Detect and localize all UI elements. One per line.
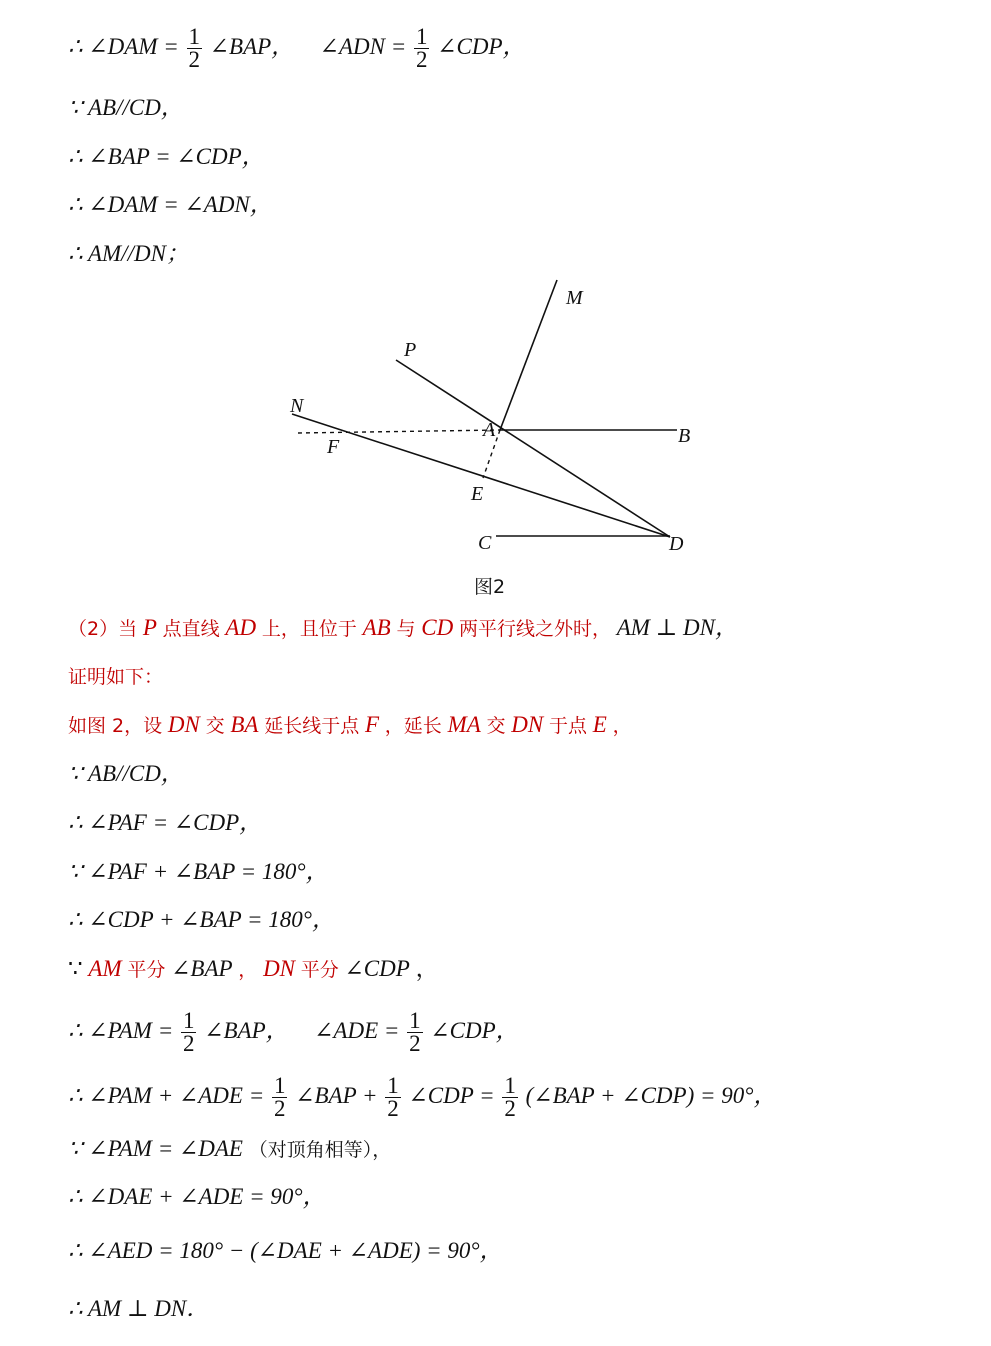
label-n: N — [290, 395, 304, 417]
text-point-on-line: 点直线 — [162, 618, 220, 640]
text-extend: ，延长 — [384, 715, 442, 737]
text-vertical-angles: （对顶角相等）， — [248, 1139, 392, 1161]
line-conclusion: ∴ AM ⊥ DN． — [68, 1296, 210, 1321]
dashed-extension-ba — [298, 430, 500, 433]
line-paf-plus-bap: ∵ ∠PAF + ∠BAP = 180°， — [68, 859, 329, 884]
text-extension-at: 延长线于点 — [264, 715, 360, 737]
var-e: E — [592, 712, 607, 737]
fraction-half — [385, 1075, 401, 1120]
line-pam-half-bap — [68, 1010, 519, 1055]
fraction-num: 1 — [182, 1008, 195, 1033]
expr-cdp-2: ∠CDP — [344, 956, 410, 981]
line-sum-90 — [68, 1075, 776, 1120]
expr-cdp: ∠CDP， — [437, 33, 526, 59]
fraction-den: 2 — [387, 1096, 399, 1121]
text-as-fig2: 如图 2，设 — [68, 715, 163, 737]
label-p: P — [404, 339, 417, 361]
line-paf-eq-cdp: ∴ ∠PAF = ∠CDP， — [68, 810, 263, 835]
var-cd: CD — [421, 615, 454, 640]
line-proof-intro: 证明如下： — [68, 666, 164, 688]
var-f: F — [364, 712, 380, 737]
expr-dam: ∴ ∠DAM = — [68, 33, 179, 59]
fraction-half — [414, 26, 430, 71]
var-ma: MA — [447, 712, 481, 737]
line-dam-half-bap — [68, 26, 526, 71]
line-pd — [396, 360, 670, 537]
fraction-num: 1 — [415, 24, 428, 49]
fraction-den: 2 — [415, 47, 428, 72]
label-a: A — [483, 419, 496, 441]
text-at-point: 于点 — [549, 715, 588, 737]
fraction-half — [272, 1075, 288, 1120]
expr-pam-plus-ade: ∴ ∠PAM + ∠ADE = — [68, 1082, 265, 1108]
expr-bap-2: ∠BAP — [171, 956, 233, 981]
fraction-den: 2 — [188, 47, 200, 72]
fraction-den: 2 — [409, 1031, 421, 1056]
var-am: AM — [88, 956, 122, 981]
fraction-num: 1 — [188, 24, 200, 49]
text-case2: （2）当 — [68, 618, 138, 640]
line-dam-eq-adn: ∴ ∠DAM = ∠ADN， — [68, 192, 273, 217]
label-d: D — [669, 533, 684, 555]
expr-am-perp-dn: AM ⊥ DN， — [616, 615, 738, 640]
var-dn-2: DN — [511, 712, 544, 737]
expr-bap: ∠BAP， — [209, 33, 295, 59]
expr-sum-result: (∠BAP + ∠CDP) = 90°， — [525, 1082, 777, 1108]
var-p: P — [142, 615, 157, 640]
expr-ade: ∠ADE = — [314, 1017, 400, 1043]
geometry-figure — [280, 270, 720, 570]
ray-am — [500, 280, 557, 430]
var-ab: AB — [362, 615, 391, 640]
fraction-num: 1 — [273, 1073, 286, 1098]
text-comma: ， — [612, 715, 632, 737]
line-am-parallel-dn: ∴ AM//DN； — [68, 241, 189, 266]
fraction-den: 2 — [273, 1096, 286, 1121]
line-ab-parallel-cd-2: ∵ AB//CD， — [68, 761, 184, 786]
label-b: B — [678, 425, 691, 447]
var-ad: AD — [225, 615, 257, 640]
because-symbol: ∵ — [68, 956, 83, 981]
line-cdp-plus-bap: ∴ ∠CDP + ∠BAP = 180°， — [68, 907, 335, 932]
line-aed-90: ∴ ∠AED = 180° − (∠DAE + ∠ADE) = 90°， — [68, 1238, 503, 1263]
var-ba: BA — [230, 712, 259, 737]
text-bisects-2: 平分 — [300, 959, 339, 981]
fraction-half — [181, 1010, 197, 1055]
line-case2-statement — [68, 613, 738, 644]
fraction-den: 2 — [504, 1096, 516, 1121]
label-m: M — [566, 287, 583, 309]
fraction-den: 2 — [182, 1031, 195, 1056]
fraction-half — [407, 1010, 423, 1055]
line-construction — [68, 710, 632, 741]
expr-bap-3: ∠BAP， — [204, 1017, 289, 1043]
expr-cdp-3: ∠CDP， — [430, 1017, 519, 1043]
text-and: 与 — [396, 618, 416, 640]
label-e: E — [471, 483, 484, 505]
fraction-half — [187, 26, 203, 71]
text-bisects: 平分 — [127, 959, 166, 981]
text-on-and-located: 上，且位于 — [261, 618, 357, 640]
expr-cdp-eq: ∠CDP = — [408, 1082, 495, 1108]
text-comma-3: ， — [415, 956, 439, 981]
line-ab-parallel-cd: ∵ AB//CD， — [68, 95, 184, 120]
expr-pam: ∴ ∠PAM = — [68, 1017, 174, 1043]
label-c: C — [478, 532, 492, 554]
expr-adn: ∠ADN = — [319, 33, 407, 59]
var-dn-3: DN — [263, 956, 296, 981]
line-vertical-angles — [68, 1134, 391, 1165]
text-intersect: 交 — [205, 715, 225, 737]
label-f: F — [327, 436, 340, 458]
text-comma-2: ， — [238, 959, 258, 981]
text-intersect-2: 交 — [486, 715, 506, 737]
line-dae-plus-ade: ∴ ∠DAE + ∠ADE = 90°， — [68, 1184, 326, 1209]
expr-bap-plus: ∠BAP + — [295, 1082, 378, 1108]
fraction-num: 1 — [387, 1073, 399, 1098]
line-bisectors — [68, 954, 439, 985]
expr-pam-eq-dae: ∵ ∠PAM = ∠DAE — [68, 1136, 243, 1161]
var-dn: DN — [167, 712, 200, 737]
fraction-num: 1 — [409, 1008, 421, 1033]
figure-caption: 图2 — [474, 576, 506, 598]
fraction-half — [502, 1075, 518, 1120]
line-bap-eq-cdp: ∴ ∠BAP = ∠CDP， — [68, 144, 265, 169]
text-outside-parallels: 两平行线之外时， — [458, 618, 611, 640]
fraction-num: 1 — [504, 1073, 516, 1098]
